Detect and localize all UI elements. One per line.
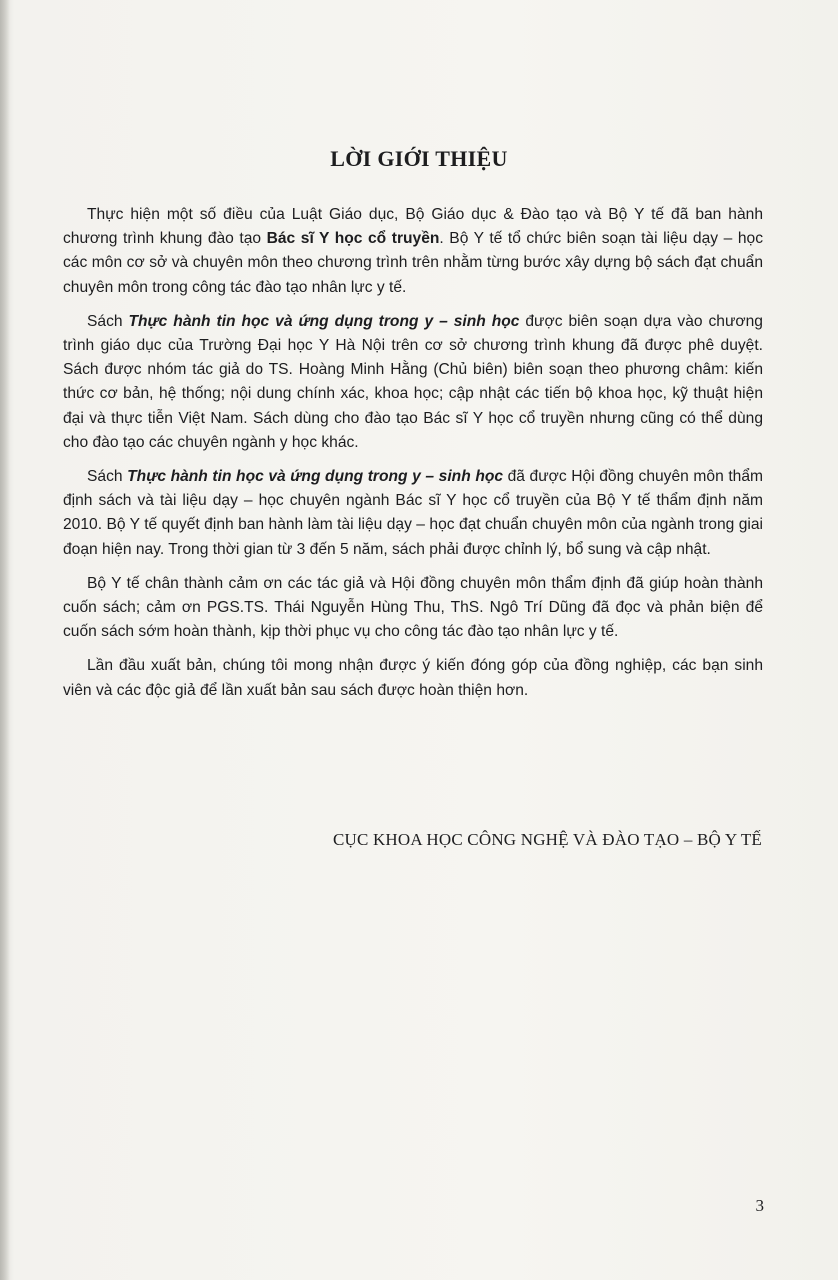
- paragraph-1-text-b: . Bộ Y tế tổ chức biên soạn tài liệu dạy – học các môn cơ sở và chuyên môn theo chương trình trên nhằm từng bước xây dựng bộ sách đạt chuẩn chuyên môn trong công tác đào tạo nhân lực y tế.: [63, 230, 763, 296]
- introduction-body: [63, 203, 763, 713]
- paragraph-1: [63, 203, 763, 300]
- paragraph-4: Bộ Y tế chân thành cảm ơn các tác giả và Hội đồng chuyên môn thẩm định đã giúp hoàn thành cuốn sách; cảm ơn PGS.TS. Thái Nguyễn Hùng Thu, ThS. Ngô Trí Dũng đã đọc và phản biện để cuốn sách sớm hoàn thành, kịp thời phục vụ cho công tác đào tạo nhân lực y tế.: [63, 574, 763, 641]
- paragraph-1-text-a: Thực hiện một số điều của Luật Giáo dục, Bộ Giáo dục & Đào tạo và Bộ Y tế đã ban hành chương trình khung đào tạo: [63, 206, 763, 248]
- page-number: 3: [755, 1196, 764, 1215]
- paragraph-3-text-a: Sách: [87, 468, 128, 486]
- page-binding-shadow: [0, 0, 10, 1280]
- paragraph-3-book-title: Thực hành tin học và ứng dụng trong y – sinh học: [127, 468, 504, 486]
- signature-line: CỤC KHOA HỌC CÔNG NGHỆ VÀ ĐÀO TẠO – BỘ Y TẾ: [332, 830, 762, 849]
- paragraph-1-bold-text: Bác sĩ Y học cổ truyền: [266, 230, 440, 248]
- paragraph-2: [63, 310, 763, 455]
- paragraph-3: [63, 465, 763, 562]
- paragraph-5: Lần đầu xuất bản, chúng tôi mong nhận được ý kiến đóng góp của đồng nghiệp, các bạn sinh viên và các độc giả để lần xuất bản sau sách được hoàn thiện hơn.: [63, 657, 763, 699]
- paragraph-2-text-b: được biên soạn dựa vào chương trình giáo dục của Trường Đại học Y Hà Nội trên cơ sở chương trình khung đã được phê duyệt. Sách được nhóm tác giả do TS. Hoàng Minh Hằng (Chủ biên) biên soạn theo phương châm: kiến thức cơ bản, hệ thống; nội dung chính xác, khoa học; cập nhật các tiến bộ khoa học, kỹ thuật hiện đại và thực tiễn Việt Nam. Sách dùng cho đào tạo Bác sĩ Y học cổ truyền nhưng cũng có thể dùng cho đào tạo các chuyên ngành y học khác.: [63, 312, 763, 451]
- paragraph-3-text-b: đã được Hội đồng chuyên môn thẩm định sách và tài liệu dạy – học chuyên ngành Bác sĩ Y học cổ truyền của Bộ Y tế thẩm định năm 2010. Bộ Y tế quyết định ban hành làm tài liệu dạy – học đạt chuẩn chuyên môn của ngành trong giai đoạn hiện nay. Trong thời gian từ 3 đến 5 năm, sách phải được chỉnh lý, bổ sung và cập nhật.: [63, 468, 763, 558]
- page-title: LỜI GIỚI THIỆU: [330, 146, 508, 171]
- paragraph-2-text-a: Sách: [87, 312, 129, 330]
- paragraph-2-book-title: Thực hành tin học và ứng dụng trong y – sinh học: [128, 312, 520, 330]
